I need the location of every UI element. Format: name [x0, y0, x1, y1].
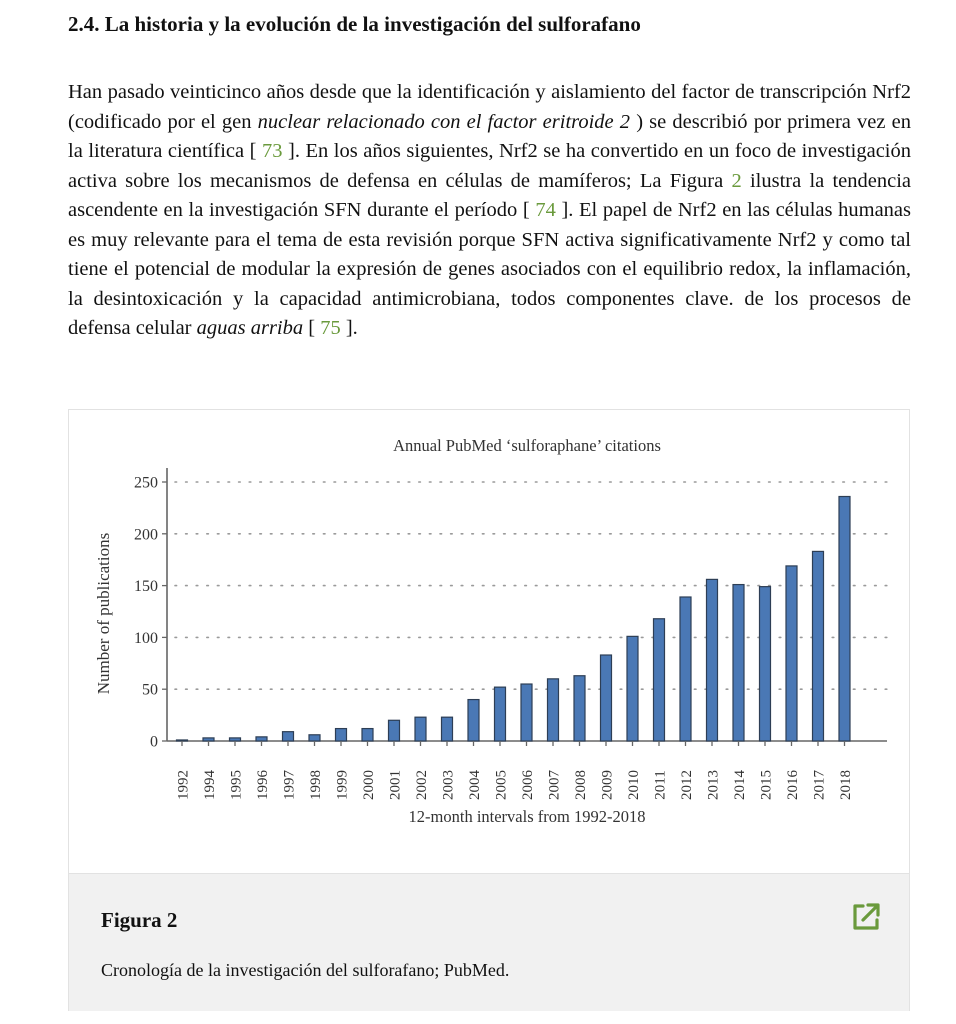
x-tick-label: 2002 — [414, 770, 430, 800]
bar-chart — [69, 410, 909, 872]
italic-term: aguas arriba — [196, 317, 304, 339]
bar-2013 — [707, 579, 718, 741]
figure-caption: Cronología de la investigación del sulforafano; PubMed. — [101, 960, 510, 980]
x-tick-label: 2005 — [493, 770, 510, 800]
chart-canvas — [69, 410, 909, 872]
x-tick-label: 2013 — [705, 770, 722, 800]
y-tick-label: 0 — [150, 733, 158, 751]
external-link-icon[interactable] — [849, 900, 883, 934]
text-run: ]. En los años siguientes, Nrf2 se ha convertido en un foco de investigación activa sobre los mecanismos de defensa en células de mamíferos; La Figura — [68, 140, 911, 192]
x-tick-label: 1994 — [202, 770, 218, 800]
bar-2011 — [654, 619, 665, 741]
text-run: [ — [303, 317, 321, 339]
x-tick-label: 2007 — [546, 770, 563, 800]
x-tick-label: 2012 — [679, 770, 695, 800]
bar-2001 — [389, 720, 400, 741]
citation-link-73[interactable]: 73 — [261, 140, 283, 162]
bar-2017 — [813, 551, 824, 741]
citation-link-75[interactable]: 75 — [320, 317, 341, 339]
x-tick-label: 2015 — [758, 770, 775, 800]
bar-2007 — [548, 679, 559, 741]
x-axis-label: 12-month intervals from 1992-2018 — [408, 807, 646, 826]
bar-1992 — [177, 740, 188, 741]
y-axis-label: Number of publications — [94, 532, 113, 695]
x-tick-label: 2006 — [520, 770, 536, 800]
text-run: ]. — [340, 317, 358, 339]
bar-1996 — [256, 737, 267, 741]
text-run: Han pasado veinticinco años desde que la identificación y aislamiento del factor de transcripción Nrf2 (codificado por el gen — [68, 81, 911, 133]
body-paragraph — [68, 78, 911, 344]
figure-label: Figura 2 — [101, 908, 178, 932]
x-tick-label: 1996 — [255, 770, 271, 800]
x-tick-label: 2004 — [467, 770, 483, 800]
bar-1999 — [336, 729, 347, 741]
text-run: ilustra la tendencia ascendente en la investigación SFN durante el período [ — [68, 169, 912, 221]
text-run: ) se describió por primera vez en la literatura científica [ — [68, 110, 911, 162]
figure-link-2[interactable]: 2 — [731, 169, 742, 192]
x-tick-label: 1997 — [281, 770, 298, 800]
bar-2010 — [627, 636, 638, 741]
figure-container — [68, 409, 910, 1011]
chart-title: Annual PubMed ‘sulforaphane’ citations — [393, 436, 661, 455]
bar-2000 — [362, 729, 373, 741]
y-tick-label: 100 — [134, 629, 158, 647]
y-tick-label: 200 — [134, 526, 158, 544]
x-tick-label: 2009 — [599, 770, 616, 800]
bar-2003 — [442, 717, 453, 741]
section-heading: 2.4. La historia y la evolución de la investigación del sulforafano — [68, 12, 641, 36]
text-run: ]. El papel de Nrf2 en las células humanas es muy relevante para el tema de esta revisión porque SFN activa significativamente Nrf2 y como tal tiene el potencial de modular la expresión de genes asociados con el equilibrio redox, la inflamación, la desintoxicación y la capacidad antimicrobiana, todos componentes clave. de los procesos de defensa celular — [68, 199, 911, 339]
x-tick-label: 2018 — [838, 770, 854, 800]
x-tick-label: 2014 — [732, 770, 748, 800]
x-tick-label: 2010 — [626, 770, 642, 800]
bar-2004 — [468, 700, 479, 741]
x-tick-label: 1992 — [175, 770, 192, 800]
bar-2008 — [574, 676, 585, 741]
x-tick-label: 2003 — [440, 770, 457, 800]
x-tick-label: 2001 — [387, 770, 404, 800]
bar-2002 — [415, 717, 426, 741]
bar-2006 — [521, 684, 532, 741]
y-tick-label: 150 — [134, 578, 158, 596]
italic-gene-name: nuclear relacionado con el factor eritroide 2 — [257, 110, 631, 133]
x-tick-label: 1998 — [308, 770, 324, 800]
y-tick-label: 50 — [142, 681, 158, 699]
figure-caption-panel — [69, 873, 909, 1011]
bar-2005 — [495, 687, 506, 741]
x-tick-label: 2017 — [811, 770, 828, 800]
bar-2016 — [786, 566, 797, 741]
x-tick-label: 2000 — [361, 770, 377, 800]
x-tick-label: 2016 — [785, 770, 801, 800]
bar-2009 — [601, 655, 612, 741]
x-tick-label: 1995 — [228, 770, 245, 800]
bar-2015 — [760, 587, 771, 741]
citation-link-74[interactable]: 74 — [535, 199, 556, 221]
bar-2014 — [733, 585, 744, 741]
bar-1997 — [283, 732, 294, 741]
bar-1995 — [230, 738, 241, 741]
bar-2018 — [839, 497, 850, 741]
x-tick-label: 2008 — [573, 770, 589, 800]
bar-2012 — [680, 597, 691, 741]
x-tick-label: 1999 — [334, 770, 351, 800]
x-tick-label: 2011 — [652, 770, 669, 800]
y-tick-label: 250 — [134, 474, 158, 492]
bar-1998 — [309, 735, 320, 741]
bar-1994 — [203, 738, 214, 741]
